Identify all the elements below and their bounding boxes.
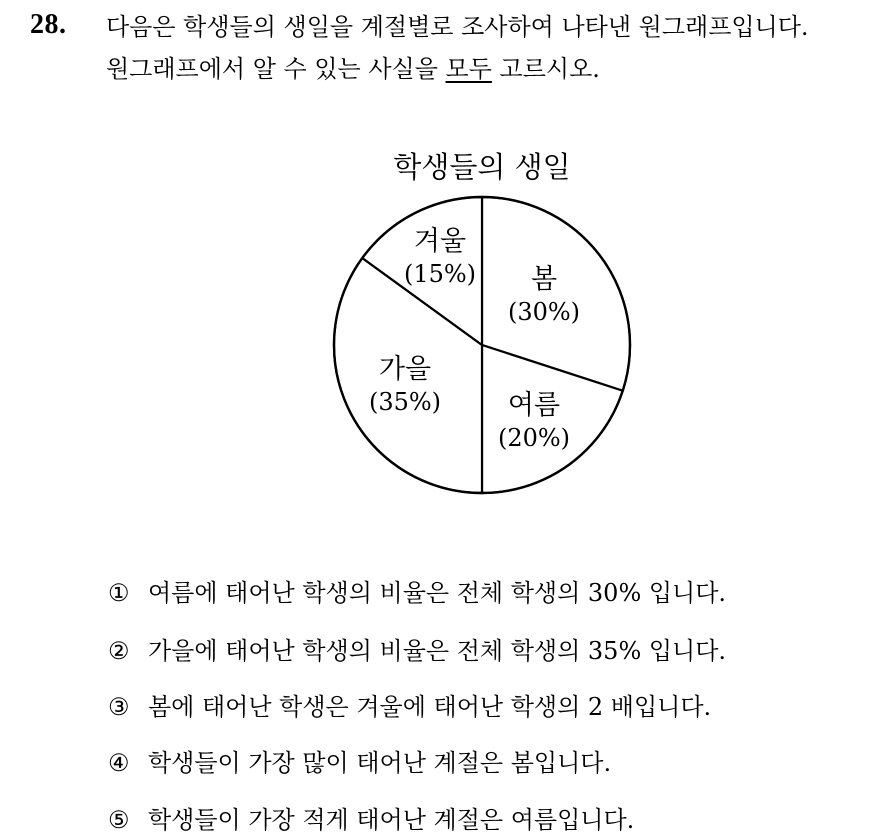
answer-choice-2[interactable] [108,636,726,666]
choice-text: 학생들이 가장 적게 태어난 계절은 여름입니다. [148,806,635,834]
choice-number: ④ [108,749,130,777]
answer-choice-5[interactable] [108,805,634,835]
choice-number: ① [108,579,130,607]
pie-slice-value-label: (20%) [497,424,571,452]
pie-slice-value-label: (30%) [507,298,581,326]
chart-title: 학생들의 생일 [393,150,571,184]
pie-slice-label: 겨울 [413,226,467,257]
pie-slice-value-label: (35%) [368,388,442,416]
choice-number: ③ [108,693,130,721]
pie-slice-label: 가을 [378,354,432,385]
pie-slice-label: 봄 [530,264,558,295]
answer-choice-1[interactable] [108,578,726,608]
question-emphasis: 모두 [445,55,492,83]
pie-slice-value-label: (15%) [403,260,477,288]
answer-choice-3[interactable] [108,692,711,722]
choice-text: 여름에 태어난 학생의 비율은 전체 학생의 30% 입니다. [148,579,727,607]
choice-number: ② [108,637,130,665]
question-text-line2-start: 원그래프에서 알 수 있는 사실을 [106,55,446,83]
pie-slice-label: 여름 [507,390,561,421]
choice-text: 봄에 태어난 학생은 겨울에 태어난 학생의 2 배입니다. [148,693,712,721]
question-text-line2-end: 고르시오. [491,55,600,83]
choice-number: ⑤ [108,806,130,834]
answer-choice-4[interactable] [108,748,611,778]
choice-text: 학생들이 가장 많이 태어난 계절은 봄입니다. [148,749,612,777]
question-text-line1: 다음은 학생들의 생일을 계절별로 조사하여 나타낸 원그래프입니다. [106,13,809,41]
choice-text: 가을에 태어난 학생의 비율은 전체 학생의 35% 입니다. [148,637,727,665]
question-number: 28. [30,9,67,40]
pie-slices [334,197,630,493]
